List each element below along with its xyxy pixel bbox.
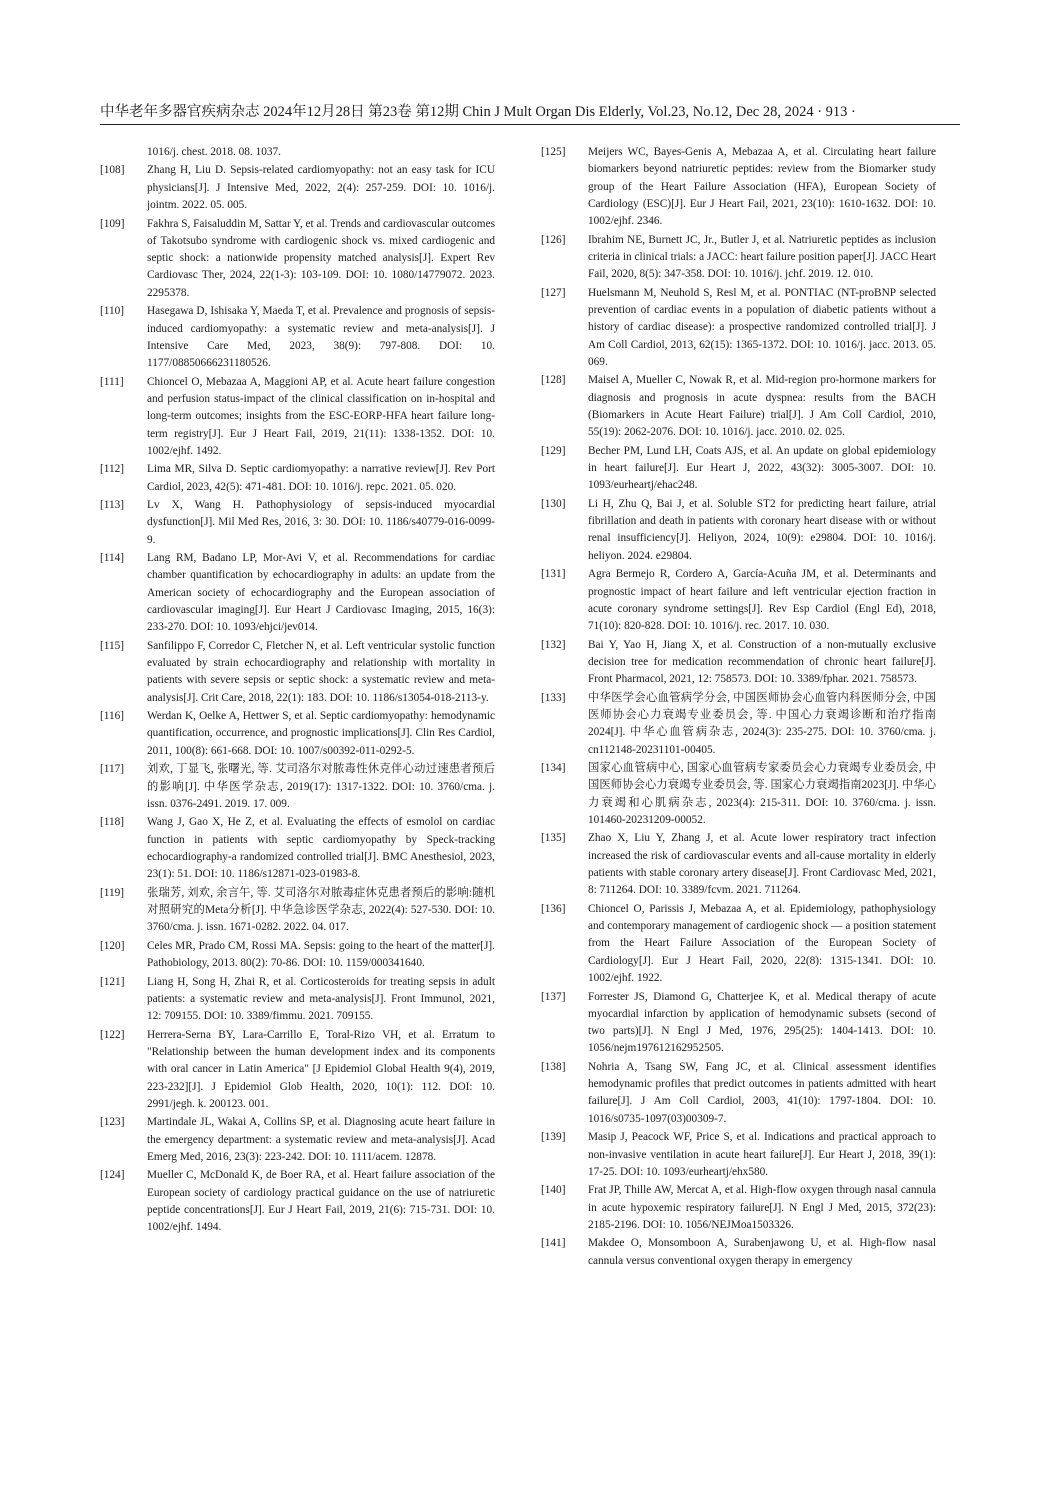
reference-number: [115] [100,639,125,652]
reference-item [100,461,495,496]
reference-text: Frat JP, Thille AW, Mercat A, et al. High-flow oxygen through nasal cannula in acute hypoxemic respiratory failure[J]. N Engl J Med, 2015, 372(23): 2185-2196. DOI: 10. 1056/NEJMoa1503326. [588,1184,936,1231]
reference-number: [117] [100,763,125,776]
reference-text: Meijers WC, Bayes-Genis A, Mebazaa A, et al. Circulating heart failure biomarkers beyond natriuretic peptides: review from the Biomarker study group of the Heart Failure Association (HFA), European Society of Cardiology (ESC)[J]. Eur J Heart Fail, 2021, 23(10): 1610-1632. DOI: 10. 1002/ejhf. 2346. [588,146,936,228]
running-header: 中华老年多器官疾病杂志 2024年12月28日 第23卷 第12期 Chin J Mult Organ Dis Elderly, Vol.23, No.12, Dec 28, 2024 · 913 · [100,104,856,120]
reference-item [541,1129,936,1181]
reference-number: [113] [100,499,125,512]
reference-text: Li H, Zhu Q, Bai J, et al. Soluble ST2 for predicting heart failure, atrial fibrillation and death in patients with coronary heart disease with or without renal insufficiency[J]. Heliyon, 2024, 10(9): e29804. DOI: 10. 1016/j. heliyon. 2024. e29804. [588,497,936,562]
reference-text: 张瑞芳, 刘欢, 余言午, 等. 艾司洛尔对脓毒症休克患者预后的影响:随机对照研究的Meta分析[J]. 中华急诊医学杂志, 2022(4): 527-530. DOI: 10. 3760/cma. j. issn. 1671-0282. 2022. 04. 017. [147,886,495,934]
reference-item [100,374,495,460]
reference-text: Huelsmann M, Neuhold S, Resl M, et al. PONTIAC (NT-proBNP selected prevention of cardiac events in a population of diabetic patients without a history of cardiac disease): a prospective randomized controlled trial[J]. J Am Coll Cardiol, 2013, 62(15): 1365-1372. DOI: 10. 1016/j. jacc. 2013. 05. 069. [588,286,936,368]
reference-text: Martindale JL, Wakai A, Collins SP, et al. Diagnosing acute heart failure in the emergency department: a systematic review and meta-analysis[J]. Acad Emerg Med, 2016, 23(3): 223-242. DOI: 10. 1111/acem. 12878. [147,1116,495,1163]
reference-number: [139] [541,1131,566,1144]
reference-item [541,285,936,371]
reference-item [100,761,495,813]
reference-text: Nohria A, Tsang SW, Fang JC, et al. Clinical assessment identifies hemodynamic profiles that predict outcomes in patients admitted with heart failure[J]. J Am Coll Cardiol, 2003, 41(10): 1797-1804. DOI: 10. 1016/s0735-1097(03)00309-7. [588,1060,936,1125]
reference-text: Lang RM, Badano LP, Mor-Avi V, et al. Recommendations for cardiac chamber quantification by echocardiography in adults: an update from the American society of echocardiography and the European association of cardiovascular imaging[J]. Eur Heart J Cardiovasc Imaging, 2015, 16(3): 233-270. DOI: 10. 1093/ehjci/jev014. [147,552,495,634]
reference-text: Bai Y, Yao H, Jiang X, et al. Construction of a non-mutually exclusive decision tree for medication recommendation of chronic heart failure[J]. Front Pharmacol, 2021, 12: 758573. DOI: 10. 3389/fphar. 2021. 758573. [588,638,936,686]
reference-number: [136] [541,902,566,915]
reference-text: Hasegawa D, Ishisaka Y, Maeda T, et al. Prevalence and prognosis of sepsis-induced cardiomyopathy: a systematic review and meta-analysis[J]. J Intensive Care Med, 2023, 38(9): 797-808. DOI: 10. 1177/08850666231180526. [147,305,495,370]
reference-number: [109] [100,217,125,230]
reference-number: [130] [541,497,566,510]
reference-number: [126] [541,233,566,246]
reference-item [541,637,936,689]
reference-number: [128] [541,374,566,387]
reference-item [541,989,936,1058]
reference-number: [108] [100,164,125,177]
reference-number: [111] [100,375,124,388]
reference-text: 刘欢, 丁显飞, 张曙光, 等. 艾司洛尔对脓毒性休克伴心动过速患者预后的影响[J]. 中华医学杂志, 2019(17): 1317-1322. DOI: 10. 3760/cma. j. issn. 0376-2491. 2019. 17. 009. [147,763,495,810]
reference-item [541,496,936,565]
reference-item [100,885,495,937]
reference-number: [140] [541,1184,566,1197]
reference-text: Chioncel O, Mebazaa A, Maggioni AP, et al. Acute heart failure congestion and perfusion status-impact of the clinical classification on in-hospital and long-term outcomes; insights from the ESC-EORP-HFA heart failure long-term registry[J]. Eur J Heart Fail, 2019, 21(11): 1338-1352. DOI: 10. 1002/ejhf. 1492. [147,375,495,457]
reference-text: Ibrahim NE, Burnett JC, Jr., Butler J, et al. Natriuretic peptides as inclusion criteria in clinical trials: a JACC: heart failure position paper[J]. JACC Heart Fail, 2020, 8(5): 347-358. DOI: 10. 1016/j. jchf. 2019. 12. 010. [588,233,936,281]
reference-number: [135] [541,832,566,845]
reference-number: [137] [541,990,566,1003]
reference-item [100,1114,495,1166]
reference-item [100,216,495,302]
reference-number: [129] [541,444,566,457]
reference-number: [134] [541,762,566,775]
reference-text: Maisel A, Mueller C, Nowak R, et al. Mid-region pro-hormone markers for diagnosis and prognosis in acute dyspnea: results from the BACH (Biomarkers in Acute Heart Failure) trial[J]. J Am Coll Cardiol, 2010, 55(19): 2062-2076. DOI: 10. 1016/j. jacc. 2010. 02. 025. [588,374,936,439]
reference-text: Liang H, Song H, Zhai R, et al. Corticosteroids for treating sepsis in adult patients: a systematic review and meta-analysis[J]. Front Immunol, 2021, 12: 709155. DOI: 10. 3389/fimmu. 2021. 709155. [147,975,495,1023]
reference-item [100,303,495,372]
reference-text: 国家心血管病中心, 国家心血管病专家委员会心力衰竭专业委员会, 中国医师协会心力衰竭专业委员会, 等. 国家心力衰竭指南2023[J]. 中华心力衰竭和心肌病杂志, 2023(4): 215-311. DOI: 10. 3760/cma. j. issn. 101460-20231209-00052. [588,762,936,826]
reference-item [541,1059,936,1128]
reference-number: [118] [100,816,125,829]
reference-number: [141] [541,1237,566,1250]
reference-item [541,1235,936,1270]
reference-item [100,497,495,549]
reference-item [541,443,936,495]
reference-number: [114] [100,552,125,565]
reference-item [541,901,936,987]
reference-item [541,372,936,441]
reference-item [541,690,936,759]
reference-item [100,550,495,636]
reference-item [100,1027,495,1113]
reference-text: Herrera-Serna BY, Lara-Carrillo E, Toral-Rizo VH, et al. Erratum to "Relationship between the human development index and its components with oral cancer in Latin America" [J Epidemiol Global Health 9(4), 2019, 223-232][J]. J Epidemiol Glob Health, 2020, 10(1): 112. DOI: 10. 2991/jegh. k. 200123. 001. [147,1028,495,1110]
reference-text: 中华医学会心血管病学分会, 中国医师协会心血管内科医师分会, 中国医师协会心力衰竭专业委员会, 等. 中国心力衰竭诊断和治疗指南2024[J]. 中华心血管病杂志, 2024(3): 235-275. DOI: 10. 3760/cma. j. cn112148-20231101-00405. [588,691,936,756]
reference-item [541,566,936,635]
header-rule [100,124,960,125]
reference-number: [116] [100,710,125,723]
reference-text: Becher PM, Lund LH, Coats AJS, et al. An update on global epidemiology in heart failure[J]. Eur Heart J, 2022, 43(32): 3005-3007. DOI: 10. 1093/eurheartj/ehac248. [588,444,936,492]
reference-item [541,144,936,230]
reference-item [100,162,495,214]
reference-column-right [541,144,936,1271]
reference-text: Sanfilippo F, Corredor C, Fletcher N, et al. Left ventricular systolic function evaluated by strain echocardiography and relationship with mortality in patients with severe sepsis or septic shock: a systematic review and meta-analysis[J]. Crit Care, 2018, 22(1): 183. DOI: 10. 1186/s13054-018-2113-y. [147,639,495,704]
reference-number: [110] [100,305,125,318]
reference-number: [121] [100,975,125,988]
reference-text: Zhao X, Liu Y, Zhang J, et al. Acute lower respiratory tract infection increased the risk of cardiovascular events and all-cause mortality in elderly patients with stable coronary artery disease[J]. Front Cardiovasc Med, 2021, 8: 711264. DOI: 10. 3389/fcvm. 2021. 711264. [588,832,936,897]
reference-text: Makdee O, Monsomboon A, Surabenjawong U, et al. High-flow nasal cannula versus conventional oxygen therapy in emergency [588,1237,936,1267]
reference-text: Chioncel O, Parissis J, Mebazaa A, et al. Epidemiology, pathophysiology and contemporary management of cardiogenic shock — a position statement from the Heart Failure Association of the European Society of Cardiology[J]. Eur J Heart Fail, 2020, 22(8): 1315-1341. DOI: 10. 1002/ejhf. 1922. [588,902,936,985]
reference-text: Celes MR, Prado CM, Rossi MA. Sepsis: going to the heart of the matter[J]. Pathobiology, 2013. 80(2): 70-86. DOI: 10. 1159/000341640. [147,939,495,970]
reference-number: [131] [541,568,566,581]
reference-text: Wang J, Gao X, He Z, et al. Evaluating the effects of esmolol on cardiac function in patients with septic cardiomyopathy by Speck-tracking echocardiography-a randomized controlled trial[J]. BMC Anesthesiol, 2023, 23(1): 51. DOI: 10. 1186/s12871-023-01983-8. [147,816,495,881]
reference-text: Werdan K, Oelke A, Hettwer S, et al. Septic cardiomyopathy: hemodynamic quantification, occurrence, and prognostic implications[J]. Clin Res Cardiol, 2011, 100(8): 661-668. DOI: 10. 1007/s00392-011-0292-5. [147,710,495,757]
reference-item [541,232,936,284]
reference-continuation: 1016/j. chest. 2018. 08. 1037. [147,146,281,158]
reference-item [100,938,495,973]
reference-number: [119] [100,886,125,899]
reference-item [100,638,495,707]
reference-number: [132] [541,638,566,651]
reference-number: [120] [100,939,125,952]
reference-text: Fakhra S, Faisaluddin M, Sattar Y, et al. Trends and cardiovascular outcomes of Takotsubo syndrome with cardiogenic shock vs. mixed cardiogenic and septic shock: a nationwide propensity matched analysis[J]. Expert Rev Cardiovasc Ther, 2024, 22(1-3): 103-109. DOI: 10. 1080/14779072. 2023. 2295378. [147,217,495,299]
reference-text: Mueller C, McDonald K, de Boer RA, et al. Heart failure association of the European society of cardiology practical guidance on the use of natriuretic peptide concentrations[J]. Eur J Heart Fail, 2019, 21(6): 715-731. DOI: 10. 1002/ejhf. 1494. [147,1169,495,1234]
reference-number: [125] [541,146,566,158]
reference-item [541,830,936,899]
reference-number: [123] [100,1116,125,1129]
reference-item [100,974,495,1026]
reference-text: Lima MR, Silva D. Septic cardiomyopathy: a narrative review[J]. Rev Port Cardiol, 2023, 42(5): 471-481. DOI: 10. 1016/j. repc. 2021. 05. 020. [147,463,495,493]
reference-item [100,708,495,760]
reference-text: Lv X, Wang H. Pathophysiology of sepsis-induced myocardial dysfunction[J]. Mil Med Res, 2016, 3: 30. DOI: 10. 1186/s40779-016-0099-9. [147,499,495,546]
reference-text: Masip J, Peacock WF, Price S, et al. Indications and practical approach to non-invasive ventilation in acute heart failure[J]. Eur Heart J, 2018, 39(1): 17-25. DOI: 10. 1093/eurheartj/ehx580. [588,1131,936,1178]
reference-text: Agra Bermejo R, Cordero A, García-Acuña JM, et al. Determinants and prognostic impact of heart failure and left ventricular ejection fraction in acute coronary syndrome settings[J]. Rev Esp Cardiol (Engl Ed), 2018, 71(10): 820-828. DOI: 10. 1016/j. rec. 2017. 10. 030. [588,568,936,633]
reference-text: Zhang H, Liu D. Sepsis-related cardiomyopathy: not an easy task for ICU physicians[J]. J Intensive Med, 2022, 2(4): 257-259. DOI: 10. 1016/j. jointm. 2022. 05. 005. [147,164,495,212]
reference-item [541,1182,936,1234]
reference-number: [133] [541,691,566,704]
reference-item [100,1167,495,1236]
reference-number: [112] [100,463,125,476]
reference-number: [122] [100,1028,125,1041]
reference-item [100,814,495,883]
reference-number: [124] [100,1169,125,1182]
reference-column-left [100,144,495,1238]
reference-number: [127] [541,286,566,299]
reference-text: Forrester JS, Diamond G, Chatterjee K, et al. Medical therapy of acute myocardial infarction by application of hemodynamic subsets (second of two parts)[J]. N Engl J Med, 1976, 295(25): 1404-1413. DOI: 10. 1056/nejm197612162952505. [588,990,936,1055]
reference-number: [138] [541,1060,566,1073]
reference-item [541,760,936,829]
